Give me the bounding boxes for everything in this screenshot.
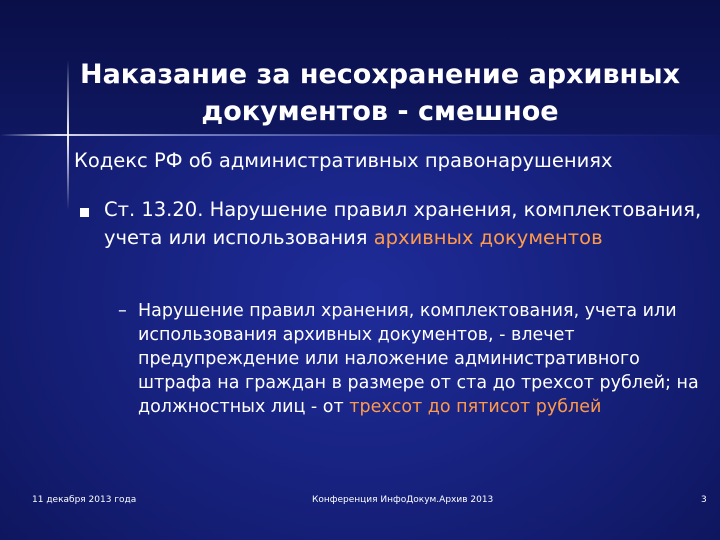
slide-title-line-2: документов - смешное (201, 96, 559, 127)
footer-page-number: 3 (701, 495, 707, 505)
sub-bullet-highlight: трехсот до пятисот рублей (349, 397, 602, 417)
footer-conference: Конференция ИнфоДокум.Архив 2013 (312, 495, 494, 505)
sub-bullet-dash: – (118, 301, 127, 321)
bullet-item-text: Ст. 13.20. Нарушение правил хранения, комплектования, учета или использования (104, 198, 702, 249)
sub-bullet-text: Нарушение правил хранения, комплектования, учета или использования архивных документов, - влечет предупреждение или наложение административного штрафа на граждан в размере от ста до трехсот рублей; на должностных лиц - от (138, 301, 699, 417)
bullet-item (104, 196, 704, 252)
bullet-item-highlight: архивных документов (373, 226, 603, 249)
slide-title (55, 56, 705, 130)
sub-bullet-item (138, 299, 708, 419)
square-bullet-icon (80, 208, 89, 217)
slide-subtitle: Кодекс РФ об административных правонарушениях (74, 149, 613, 172)
slide-title-line-1: Наказание за несохранение архивных (79, 59, 681, 90)
footer-date: 11 декабря 2013 года (32, 495, 137, 505)
decorative-horizontal-line (0, 134, 720, 136)
